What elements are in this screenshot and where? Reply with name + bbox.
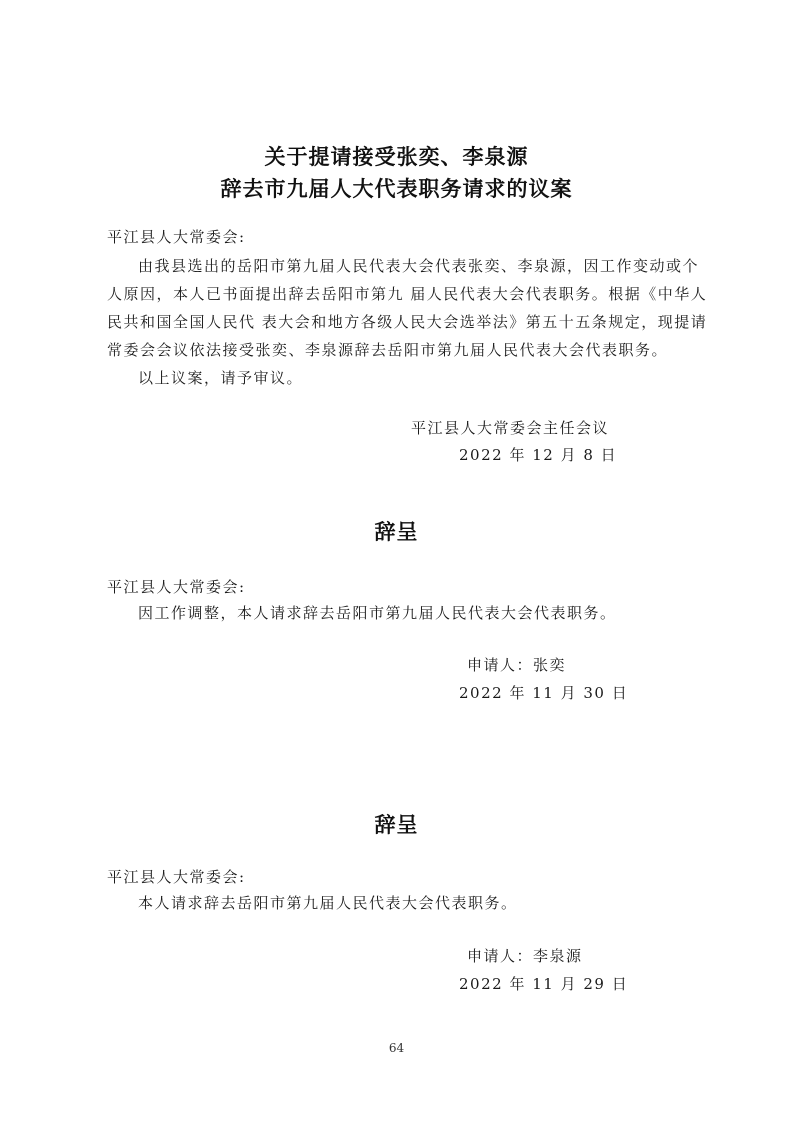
resignation2-title: 辞呈: [374, 813, 419, 837]
resignation2-salutation: 平江县人大常委会:: [107, 868, 246, 886]
resignation1-body: 因工作调整，本人请求辞去岳阳市第九届人民代表大会代表职务。: [138, 604, 617, 622]
resignation2-body: 本人请求辞去岳阳市第九届人民代表大会代表职务。: [138, 894, 518, 912]
proposal-body-line: 民共和国全国人民代 表大会和地方各级人民大会选举法》第五十五条规定，现提请: [107, 313, 708, 331]
proposal-title-line2: 辞去市九届人大代表职务请求的议案: [220, 177, 573, 201]
resignation1-salutation: 平江县人大常委会:: [107, 578, 246, 596]
resignation2-date: 2022 年 11 月 29 日: [459, 975, 629, 993]
resignation1-title: 辞呈: [374, 520, 419, 544]
proposal-body-line: 常委会会议依法接受张奕、李泉源辞去岳阳市第九届人民代表大会代表职务。: [107, 341, 669, 359]
proposal-closing: 以上议案，请予审议。: [138, 369, 304, 387]
resignation1-applicant: 申请人：张奕: [467, 656, 567, 674]
resignation1-date: 2022 年 11 月 30 日: [459, 684, 629, 702]
page-number: 64: [388, 1041, 405, 1055]
proposal-body-line: 人原因，本人已书面提出辞去岳阳市第九 届人民代表大会代表职务。根据《中华人: [107, 285, 708, 303]
proposal-body-line: 由我县选出的岳阳市第九届人民代表大会代表张奕、李泉源，因工作变动或个: [138, 257, 700, 275]
proposal-salutation: 平江县人大常委会:: [107, 228, 246, 246]
resignation2-applicant: 申请人：李泉源: [467, 947, 583, 965]
proposal-date: 2022 年 12 月 8 日: [459, 446, 618, 464]
proposal-title-line1: 关于提请接受张奕、李泉源: [264, 145, 529, 169]
proposal-signer: 平江县人大常委会主任会议: [411, 419, 610, 437]
